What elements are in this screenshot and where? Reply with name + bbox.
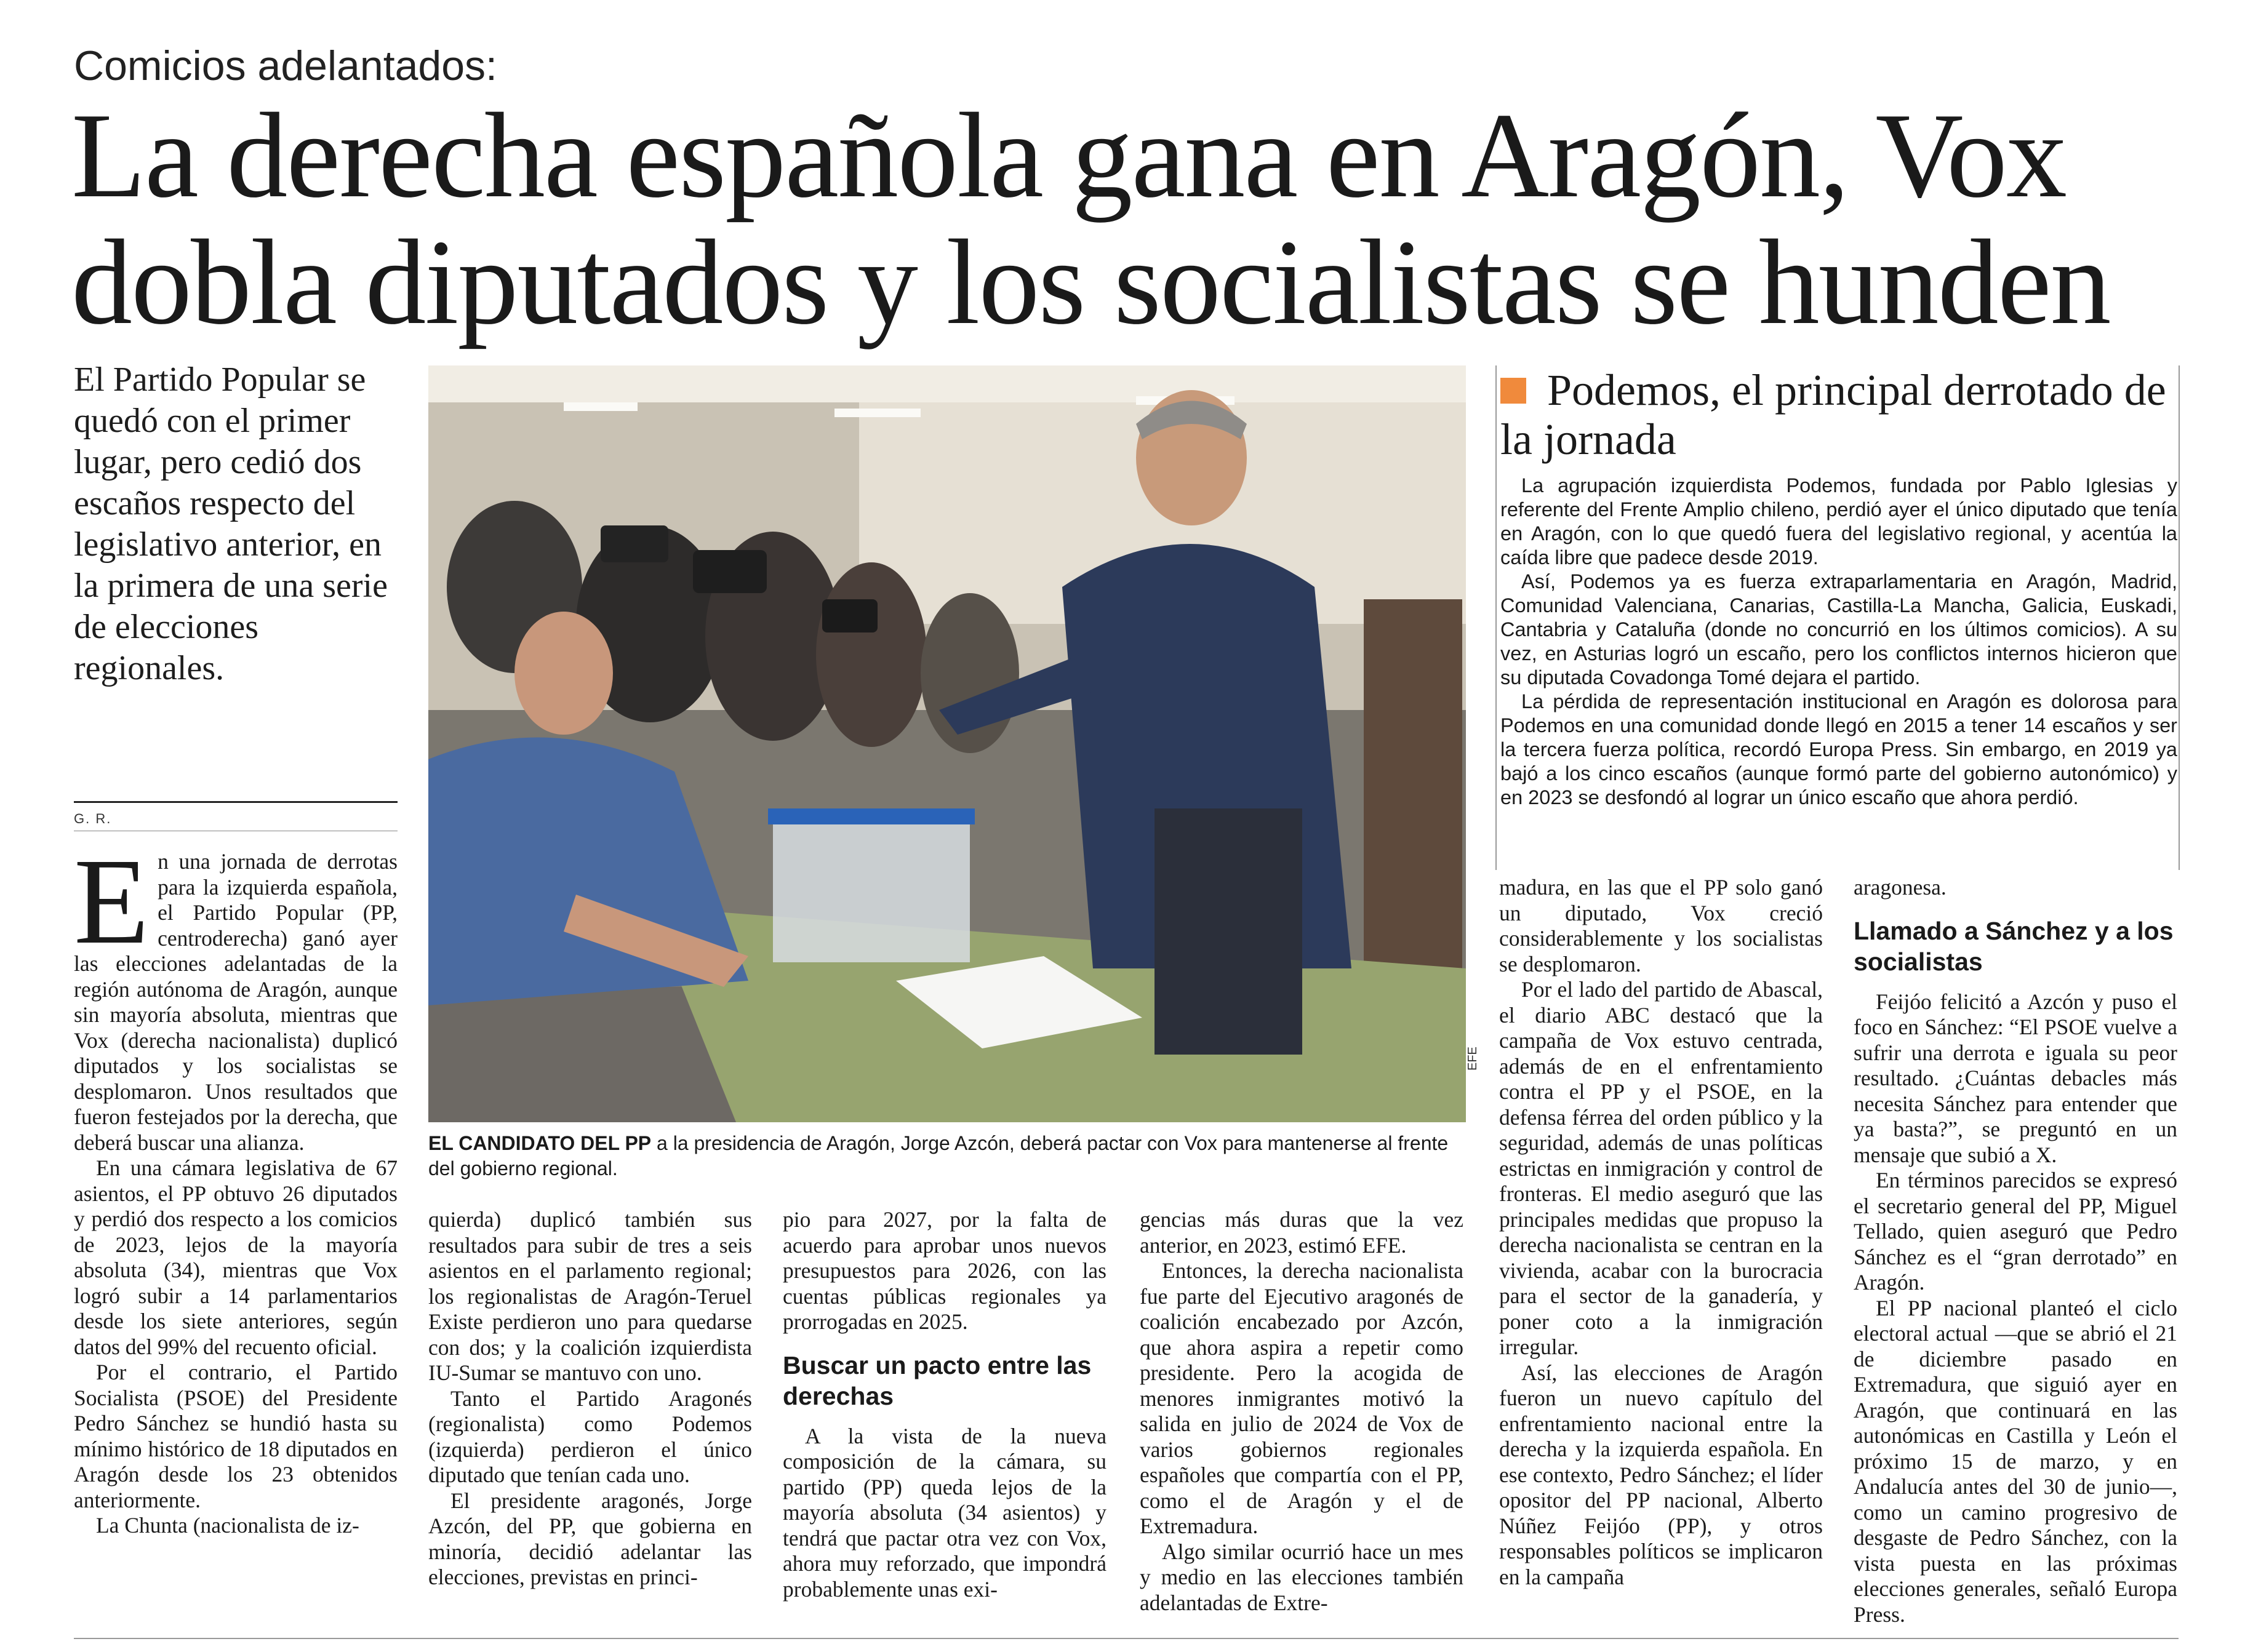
sidebar-body [1500,474,2177,810]
lead-rule [74,801,398,803]
col1-p1-text: n una jornada de derrotas para la izquierda española, el Partido Popular (PP, centroderecha) ganó ayer las elecciones adelantadas de la región autónoma de Aragón, aunque sin mayoría absoluta, mientras que Vox (derecha nacionalista) duplicó diputados y los socialistas se desplomaron. Unos resultados que fueron festejados por la derecha, que deberá buscar una alianza. [74,849,398,1155]
column-2 [428,1207,752,1590]
col6-paragraph: Feijóo felicitó a Azcón y puso el foco en Sánchez: “El PSOE vuelve a sufrir una derrota e iguala su peor resultado. ¿Cuántas debacles más necesita Sánchez para entender que ya basta?”, se preguntó en un mensaje que subió a X. [1854,989,2177,1167]
col5-paragraph: Así, las elecciones de Aragón fueron un nuevo capítulo del enfrentamiento nacional entre la derecha y la izquierda española. En ese contexto, Pedro Sánchez; el líder opositor del PP nacional, Alberto Núñez Feijóo (PP), y otros responsables políticos se implicaron en la campaña [1499,1360,1823,1589]
column-4 [1140,1207,1463,1616]
col6-subhead: Llamado a Sánchez y a los socialistas [1854,916,2174,976]
sidebar-right-rule [2179,365,2180,870]
sidebar-paragraph: La agrupación izquierdista Podemos, fundada por Pablo Iglesias y referente del Frente Amplio chileno, perdió ayer el único diputado que tenía en Aragón, con lo que quedó fuera del legislativo regional, y acentúa la caída libre que padece desde 2019. [1500,474,2177,569]
dropcap: E [74,834,150,970]
col3-paragraph: pio para 2027, por la falta de acuerdo para aprobar unos nuevos presupuestos para 2026, con las cuentas públicas regionales ya prorrogadas en 2025. [783,1207,1106,1334]
col6-paragraph: aragonesa. [1854,875,1947,900]
sidebar-paragraph: La pérdida de representación institucional en Aragón es dolorosa para Podemos en una comunidad donde llegó en 2015 a tener 14 escaños y ser la tercera fuerza política, recordó Europa Press. Sin embargo, en 2019 ya bajó a los cinco escaños (aunque formó parte del gobierno autonómico) y en 2023 se desfondó al lograr un único escaño que ahora perdió. [1500,690,2177,808]
col1-paragraph: La Chunta (nacionalista de iz- [96,1513,359,1538]
col3-paragraph: A la vista de la nueva composición de la cámara, su partido (PP) queda lejos de la mayoría absoluta (34 asientos) y tendrá que pactar otra vez con Vox, ahora muy reforzado, que impondrá probablemente unas exi- [783,1423,1106,1602]
col1-paragraph: Por el contrario, el Partido Socialista (PSOE) del Presidente Pedro Sánchez se hundió hasta su mínimo histórico de 18 diputados en Aragón desde los 23 obtenidos anteriormente. [74,1360,398,1512]
col2-paragraph: quierda) duplicó también sus resultados para subir de tres a seis asientos en el parlamento regional; los regionalistas de Aragón-Teruel Existe perdieron uno para quedarse con dos; y la coalición izquierdista IU-Sumar se mantuvo con uno. [428,1207,752,1385]
sidebar-square-icon [1500,378,1526,404]
lead-summary: El Partido Popular se quedó con el primer lugar, pero cedió dos escaños respecto del legislativo anterior, en la primera de una serie de elecciones regionales. [74,361,388,687]
photo-caption [428,1131,1475,1181]
caption-text: a la presidencia de Aragón, Jorge Azcón, deberá pactar con Vox para mantenerse al frente del gobierno regional. [428,1132,1449,1179]
col6-paragraph: El PP nacional planteó el ciclo electoral actual —que se abrió el 21 de diciembre pasado en Extremadura, que siguió ayer en Aragón, que continuará en las autonómicas en Castilla y León el próximo 15 de marzo, y en Andalucía antes del 30 de junio—, como un camino progresivo de desgaste de Pedro Sánchez, con la vista puesta en las próximas elecciones generales, señaló Europa Press. [1854,1295,2177,1627]
column-6 [1854,875,2177,1627]
col5-paragraph: madura, en las que el PP solo ganó un diputado, Vox creció considerablemente y los socialistas se desplomaron. [1499,875,1823,976]
sidebar-title-wrap [1500,365,2177,464]
col4-paragraph: Algo similar ocurrió hace un mes y medio en las elecciones también adelantadas de Extre- [1140,1539,1463,1615]
kicker: Comicios adelantados: [74,42,497,89]
sidebar-box [1500,365,2177,810]
col1-paragraph: En una cámara legislativa de 67 asientos, el PP obtuvo 26 diputados y perdió dos respecto a los comicios de 2023, lejos de la mayoría absoluta (34), mientras que Vox logró subir a 14 parlamentarios desde los siete anteriores, según datos del 99% del recuento oficial. [74,1155,398,1359]
bottom-rule [74,1638,2179,1639]
column-5 [1499,875,1823,1590]
col2-paragraph: El presidente aragonés, Jorge Azcón, del PP, que gobierna en minoría, decidió adelantar las elecciones, previstas en princi- [428,1488,752,1589]
photo-credit: EFE [1466,1047,1479,1071]
sidebar-left-rule [1495,365,1497,870]
column-1 [74,834,398,1539]
sidebar-title: Podemos, el principal derrotado de la jornada [1500,365,2166,464]
column-3 [783,1207,1106,1602]
col6-paragraph: En términos parecidos se expresó el secretario general del PP, Miguel Tellado, quien aseguró que Pedro Sánchez es el “gran derrotado” en Aragón. [1854,1168,2177,1295]
col4-paragraph: Entonces, la derecha nacionalista fue parte del Ejecutivo aragonés de coalición encabezado por Azcón, que ahora aspira a repetir como presidente. Pero la acogida de menores inmigrantes motivó la salida en julio de 2024 de Vox de varios gobiernos regionales españoles que compartía con el PP, como el de Aragón y el de Extremadura. [1140,1258,1463,1538]
byline: G. R. [74,811,112,826]
col2-paragraph: Tanto el Partido Aragonés (regionalista) como Podemos (izquierda) perdieron el único diputado que tenían cada uno. [428,1386,752,1487]
col1-paragraph-1 [74,834,398,1155]
col3-subhead: Buscar un pacto entre las derechas [783,1351,1092,1410]
photo-illustration [428,365,1466,1122]
col4-paragraph: gencias más duras que la vez anterior, en 2023, estimó EFE. [1140,1207,1463,1258]
col5-paragraph: Por el lado del partido de Abascal, el diario ABC destacó que la campaña de Vox estuvo centrada, además de en el enfrentamiento contra el PP y el PSOE, en la defensa férrea del orden público y la seguridad, además de unas políticas estrictas en inmigración y control de fronteras. El medio aseguró que las principales medidas que propuso la derecha nacionalista se centran en la vivienda, acabar con la burocracia para el sector de la ganadería, y poner coto a la inmigración irregular. [1499,977,1823,1359]
sidebar-paragraph: Así, Podemos ya es fuerza extraparlamentaria en Aragón, Madrid, Comunidad Valenciana, Canarias, Castilla-La Mancha, Galicia, Euskadi, Cantabria y Cataluña (donde no concurrió en los últimos comicios). A su vez, en Asturias logró un escaño, pero los conflictos internos hicieron que su diputada Covadonga Tomé dejara el partido. [1500,570,2177,688]
caption-bold: EL CANDIDATO DEL PP [428,1132,652,1154]
news-photo [428,365,1466,1122]
headline: La derecha española gana en Aragón, Vox dobla diputados y los socialistas se hunden [71,88,2110,349]
